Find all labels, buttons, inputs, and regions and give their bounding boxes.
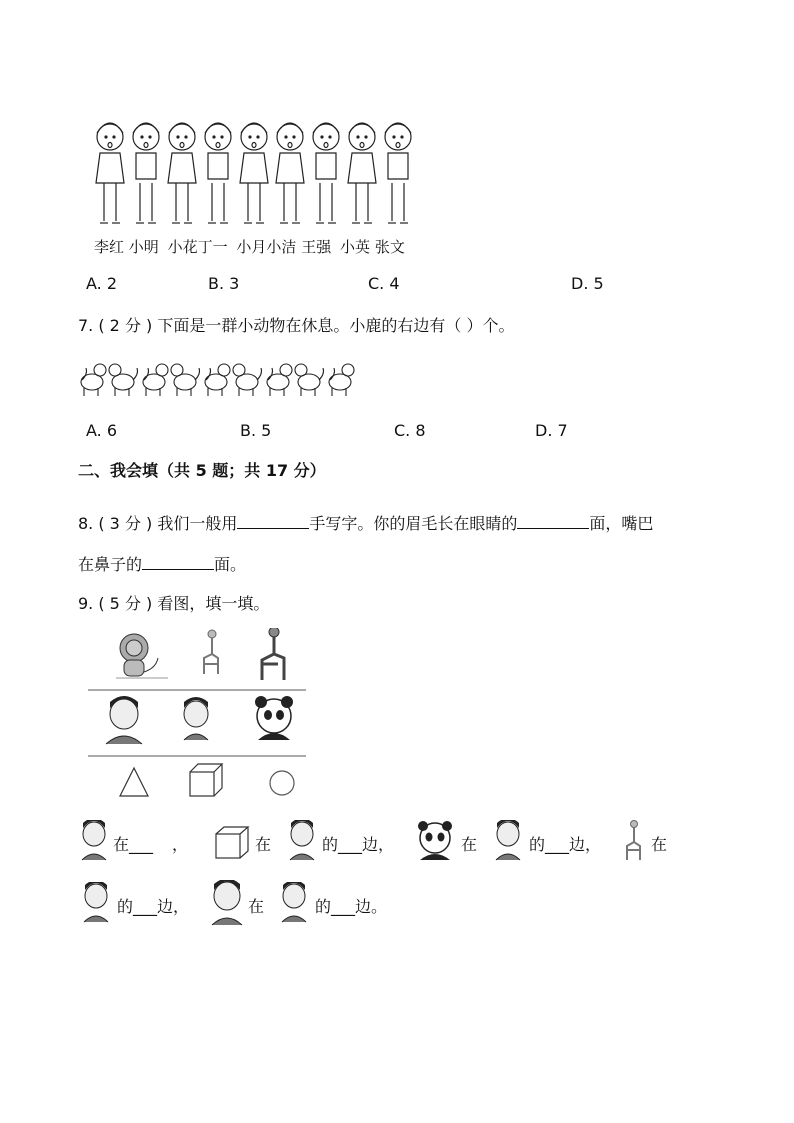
q6-option-a[interactable]: A. 2 [86, 274, 118, 293]
child-name: 李红 [94, 238, 125, 256]
q6-option-b[interactable]: B. 3 [208, 274, 240, 293]
child-figure [168, 123, 196, 223]
q8-text: 手写字。你的眉毛长在眼睛的 [309, 514, 518, 533]
boy-small-icon [78, 820, 110, 862]
giraffe-small-icon [622, 820, 648, 862]
q8-blank-1[interactable] [237, 510, 309, 529]
boy-small-icon [184, 697, 208, 740]
q8-line2 [78, 551, 246, 576]
q9-stem: 9. ( 5 分 ) 看图，填一填。 [78, 594, 270, 613]
child-name: 小明 [128, 238, 159, 256]
animal-figure [143, 364, 168, 396]
cube-icon [190, 764, 222, 796]
q6-option-d[interactable]: D. 5 [571, 274, 604, 293]
q9-s2-zai: 在 [255, 835, 272, 854]
circle-icon [270, 771, 294, 795]
animal-figure [205, 364, 230, 396]
giraffe-small-icon [204, 630, 218, 674]
boy-large-icon [210, 880, 244, 926]
children-names-row [94, 236, 405, 258]
q9-s5-de: 的___边， [117, 897, 190, 916]
q7-option-d[interactable]: D. 7 [535, 421, 568, 440]
child-figure [205, 123, 231, 223]
q7-stem: 7. ( 2 分 ) 下面是一群小动物在休息。小鹿的右边有（ ）个。 [78, 316, 515, 335]
boy-large-icon [106, 696, 142, 744]
child-figure [240, 123, 268, 223]
resting-animals-illustration [78, 354, 368, 400]
children-figure [90, 115, 420, 235]
q9-grid-illustration [88, 628, 306, 806]
animals-row-figure [78, 354, 368, 400]
child-figure [96, 123, 124, 223]
q7-option-b[interactable]: B. 5 [240, 421, 272, 440]
cube-icon [214, 826, 250, 860]
animal-figure [171, 364, 200, 396]
q8-blank-3[interactable] [142, 551, 214, 570]
q9-s1-comma: ， [172, 835, 189, 854]
q8-text: 面，嘴巴 [589, 514, 654, 533]
q9-s2-de: 的___边， [322, 835, 395, 854]
child-figure [348, 123, 376, 223]
child-figure [276, 123, 304, 223]
children-illustration [90, 115, 420, 235]
q6-option-c[interactable]: C. 4 [368, 274, 400, 293]
animal-figure [295, 364, 324, 396]
child-name: 王强 [301, 238, 332, 256]
panda-icon [255, 696, 293, 740]
triangle-icon [120, 768, 148, 796]
q9-s3-zai: 在 [461, 835, 478, 854]
giraffe-large-icon [262, 628, 284, 680]
child-name: 小月 [236, 238, 267, 256]
q9-s6-de: 的___边。 [315, 897, 388, 916]
boy-small-icon [80, 882, 112, 924]
child-name: 小花 [167, 238, 198, 256]
child-figure [385, 123, 411, 223]
animal-figure [233, 364, 262, 396]
child-figure [133, 123, 159, 223]
panda-icon [414, 820, 456, 862]
q7-option-c[interactable]: C. 8 [394, 421, 426, 440]
child-name: 丁一 [197, 238, 228, 256]
q8-blank-2[interactable] [517, 510, 589, 529]
animal-figure [81, 364, 106, 396]
q9-grid-figure [88, 628, 306, 806]
q7-option-a[interactable]: A. 6 [86, 421, 118, 440]
child-figure [313, 123, 339, 223]
boy-small-icon [492, 820, 524, 862]
q9-s3-de: 的___边， [529, 835, 602, 854]
boy-small-icon [286, 820, 318, 862]
q8-line1 [78, 510, 653, 535]
q9-s1-zai: 在___ [113, 835, 154, 854]
boy-small-icon [278, 882, 310, 924]
animal-figure [329, 364, 354, 396]
child-name: 小英 [340, 238, 371, 256]
q9-s4-zai: 在 [651, 835, 668, 854]
q8-text: 在鼻子的 [78, 555, 143, 574]
q9-s6-zai: 在 [248, 897, 265, 916]
animal-figure [109, 364, 138, 396]
lion-icon [120, 634, 158, 676]
animal-figure [267, 364, 292, 396]
child-name: 张文 [374, 238, 405, 256]
section-title: 二、我会填（共 5 题；共 17 分） [78, 461, 326, 480]
child-name: 小洁 [266, 238, 297, 256]
q8-text: 面。 [214, 555, 247, 574]
q8-text: 8. ( 3 分 ) 我们一般用 [78, 514, 238, 533]
